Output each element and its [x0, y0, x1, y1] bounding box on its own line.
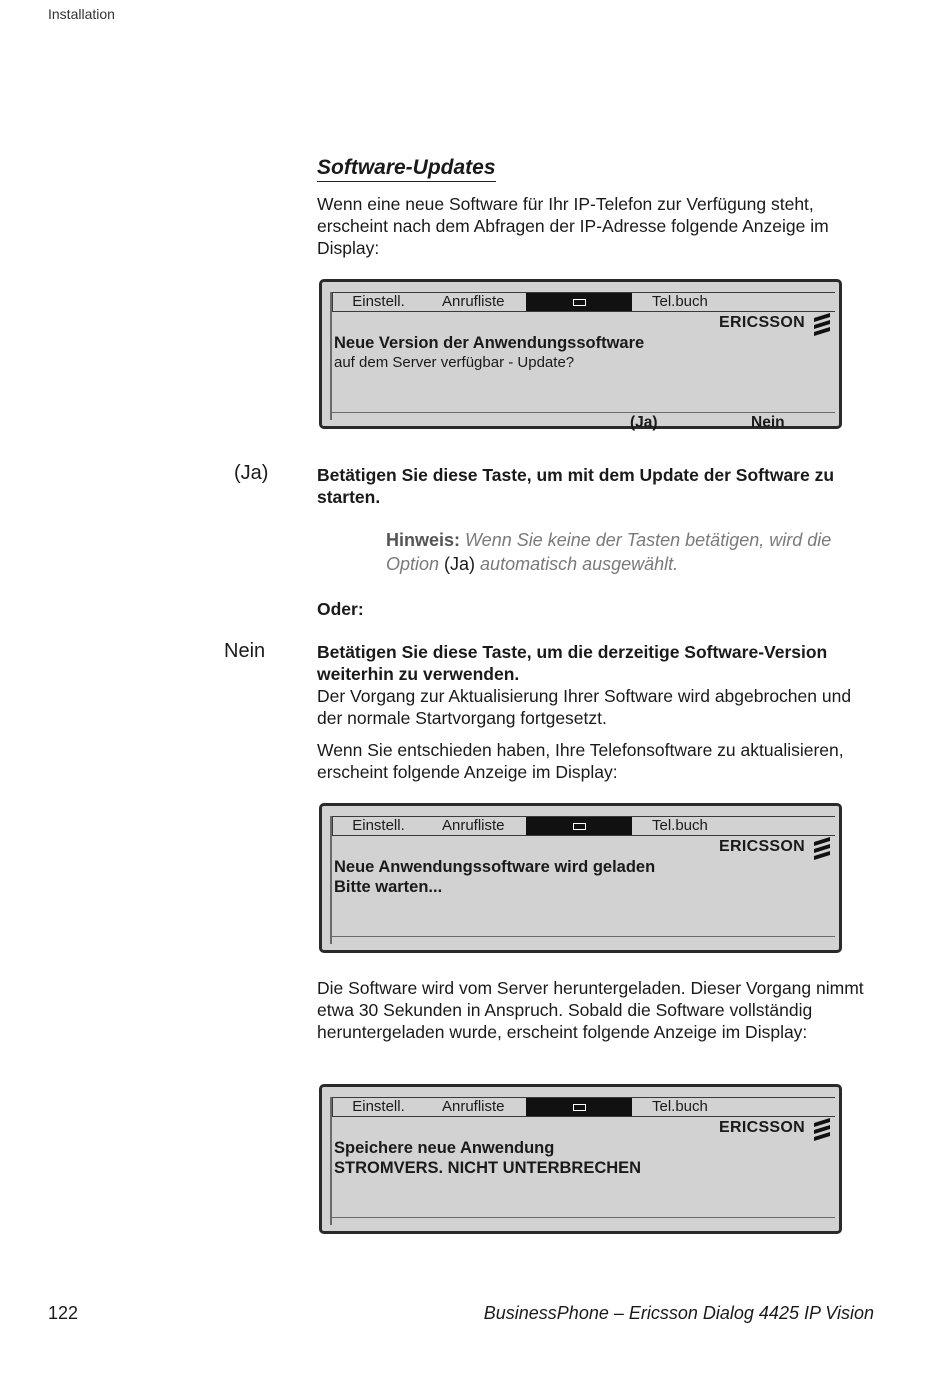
softkey-bar	[332, 292, 835, 312]
softkey-telbuch: Tel.buch	[652, 817, 708, 834]
softkey-envelope-icon	[526, 293, 632, 311]
paragraph-download: Die Software wird vom Server heruntergeladen. Dieser Vorgang nimmt etwa 30 Sekunden in Anspruch. Sobald die Software vollständig heruntergeladen wurde, erscheint folgende Anzeige im Display:	[317, 978, 864, 1042]
ericsson-logo-icon	[811, 1117, 833, 1141]
display-separator	[332, 936, 835, 937]
nein-instruction	[317, 641, 857, 729]
display-line-2: auf dem Server verfügbar - Update?	[334, 354, 575, 371]
phone-display-update-prompt	[319, 279, 842, 429]
note-key: (Ja)	[444, 554, 476, 574]
softkey-anrufliste: Anrufliste	[442, 1098, 505, 1115]
display-line-2: Bitte warten...	[334, 878, 443, 896]
softkey-bar	[332, 816, 835, 836]
oder-label: Oder:	[317, 599, 364, 619]
softkey-bar	[332, 1097, 835, 1117]
key-label-ja: (Ja)	[234, 462, 269, 484]
footer-title: BusinessPhone – Ericsson Dialog 4425 IP Vision	[483, 1303, 874, 1323]
note-label: Hinweis:	[386, 530, 461, 550]
intro-paragraph: Wenn eine neue Software für Ihr IP-Telefon zur Verfügung steht, erscheint nach dem Abfragen der IP-Adresse folgende Anzeige im Display:	[317, 194, 829, 258]
softkey-telbuch: Tel.buch	[652, 1098, 708, 1115]
softkey-einstell: Einstell.	[352, 293, 405, 310]
nein-instruction-bold: Betätigen Sie diese Taste, um die derzeitige Software-Version weiterhin zu verwenden.	[317, 642, 828, 684]
phone-display-loading	[319, 803, 842, 953]
nein-instruction-text: Der Vorgang zur Aktualisierung Ihrer Software wird abgebrochen und der normale Startvorgang fortgesetzt.	[317, 686, 852, 728]
phone-display-saving	[319, 1084, 842, 1234]
softkey-nein[interactable]: Nein	[751, 414, 785, 431]
note-text-b: automatisch ausgewählt.	[475, 554, 679, 574]
running-head: Installation	[48, 6, 115, 22]
page-number: 122	[48, 1303, 79, 1323]
softkey-telbuch: Tel.buch	[652, 293, 708, 310]
ja-instruction: Betätigen Sie diese Taste, um mit dem Update der Software zu starten.	[317, 465, 835, 507]
softkey-ja[interactable]: (Ja)	[630, 414, 658, 431]
ericsson-logo-text: ERICSSON	[719, 1119, 805, 1136]
section-title: Software-Updates	[317, 156, 496, 182]
softkey-einstell: Einstell.	[352, 817, 405, 834]
display-line-2: STROMVERS. NICHT UNTERBRECHEN	[334, 1159, 642, 1177]
ericsson-logo-text: ERICSSON	[719, 838, 805, 855]
softkey-envelope-icon	[526, 1098, 632, 1116]
display-line-1: Neue Anwendungssoftware wird geladen	[334, 858, 656, 876]
display-line-1: Speichere neue Anwendung	[334, 1139, 555, 1157]
note-text-a: Wenn Sie keine der Tasten betätigen, wird die Option	[386, 530, 832, 574]
softkey-anrufliste: Anrufliste	[442, 293, 505, 310]
ericsson-logo-icon	[811, 312, 833, 336]
paragraph-update-decided: Wenn Sie entschieden haben, Ihre Telefonsoftware zu aktualisieren, erscheint folgende Anzeige im Display:	[317, 740, 844, 782]
softkey-envelope-icon	[526, 817, 632, 835]
ericsson-logo-icon	[811, 836, 833, 860]
note-hinweis	[386, 528, 866, 576]
softkey-anrufliste: Anrufliste	[442, 817, 505, 834]
key-label-nein: Nein	[224, 640, 266, 662]
display-separator	[332, 1217, 835, 1218]
display-separator	[332, 412, 835, 413]
softkey-einstell: Einstell.	[352, 1098, 405, 1115]
ericsson-logo-text: ERICSSON	[719, 314, 805, 331]
display-line-1: Neue Version der Anwendungssoftware	[334, 334, 645, 352]
